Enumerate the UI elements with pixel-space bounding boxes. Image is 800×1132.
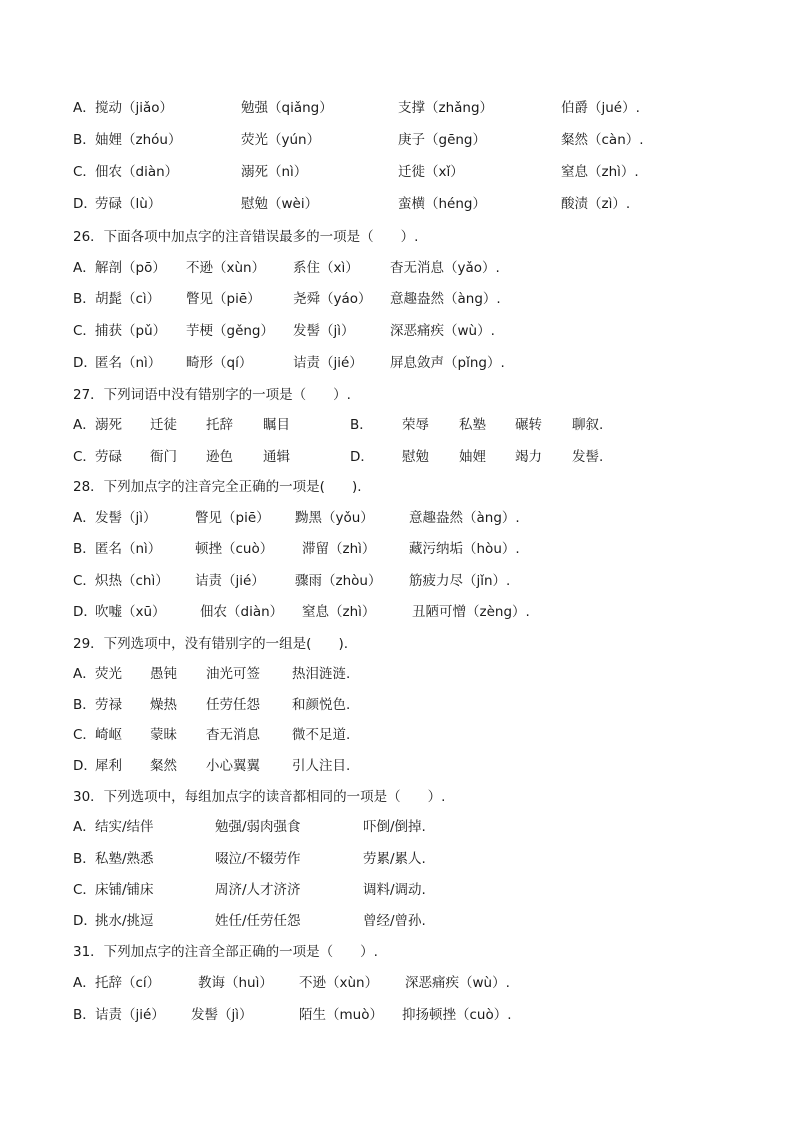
option-label: A． [73, 100, 96, 116]
question-stem [0, 226, 800, 248]
option-item: 碾转 [515, 417, 542, 433]
option-item: 不逊（xùn） [186, 260, 266, 276]
option-item: 引人注目. [292, 758, 351, 774]
option-item: 藏污纳垢（hòu）. [409, 541, 520, 557]
option-label: B． [73, 291, 96, 307]
answer-option-row [0, 161, 800, 183]
option-item: 热泪涟涟. [292, 666, 351, 682]
option-item: 深恶痛疾（wù）. [405, 975, 510, 991]
option-item: 佃农（diàn） [95, 164, 179, 180]
option-item: 屏息敛声（pǐng）. [390, 355, 505, 371]
option-label: C． [73, 323, 96, 339]
question-text: 30．下列选项中，每组加点字的读音都相同的一项是（ ）. [73, 789, 446, 805]
option-item: 滞留（zhì） [302, 541, 376, 557]
answer-option-row [0, 257, 800, 279]
option-label: A． [73, 975, 96, 991]
question-text: 31．下列加点字的注音全部正确的一项是（ ）. [73, 944, 378, 960]
option-label: D． [73, 355, 97, 371]
option-item: 聊叙. [572, 417, 604, 433]
option-item: 芋梗（gěng） [186, 323, 275, 339]
option-item: 酸渍（zì）. [561, 196, 631, 212]
option-item: 发髻（jì） [95, 510, 157, 526]
option-item: 逊色 [206, 449, 233, 465]
option-item: 油光可签 [206, 666, 260, 682]
option-label: A． [73, 417, 96, 433]
option-item: 迁徒 [150, 417, 177, 433]
answer-option-row [0, 446, 800, 468]
option-item: 私塾 [459, 417, 486, 433]
option-item: 匿名（nì） [95, 355, 162, 371]
answer-option-row [0, 694, 800, 716]
option-item: 发髻. [572, 449, 604, 465]
answer-option-row [0, 288, 800, 310]
option-item: 啜泣/不辍劳作 [215, 851, 301, 867]
option-label: A． [73, 666, 96, 682]
answer-option-row [0, 601, 800, 623]
option-item: 妯娌 [459, 449, 486, 465]
option-label: D． [73, 913, 97, 929]
answer-option-row [0, 816, 800, 838]
option-item: 竭力 [515, 449, 542, 465]
option-item: 搅动（jiǎo） [95, 100, 174, 116]
option-item: 劳累/累人. [363, 851, 426, 867]
answer-option-row [0, 848, 800, 870]
option-item: 床铺/铺床 [95, 882, 154, 898]
option-item: 劳碌（lù） [95, 196, 162, 212]
option-item: 迁徙（xǐ） [398, 164, 464, 180]
option-item: 丑陋可憎（zèng）. [412, 604, 530, 620]
option-label: C． [73, 573, 96, 589]
option-label: C． [73, 727, 96, 743]
option-item: 瞥见（piē） [186, 291, 261, 307]
question-stem [0, 786, 800, 808]
question-stem [0, 941, 800, 963]
option-item: 系住（xì） [293, 260, 359, 276]
option-item: 诘责（jié） [95, 1007, 165, 1023]
option-item: 诘责（jié） [195, 573, 265, 589]
answer-option-row [0, 129, 800, 151]
option-item: 发髻（jì） [293, 323, 355, 339]
option-item: 粲然（càn）. [561, 132, 644, 148]
option-item: 陌生（muò） [299, 1007, 383, 1023]
answer-option-row [0, 570, 800, 592]
option-item: 畸形（qí） [186, 355, 253, 371]
answer-option-row [0, 320, 800, 342]
answer-option-row [0, 538, 800, 560]
option-label: C． [73, 882, 96, 898]
option-item: 窒息（zhì）. [561, 164, 639, 180]
option-item: 妯娌（zhóu） [95, 132, 182, 148]
option-item: 解剖（pō） [95, 260, 166, 276]
question-stem [0, 633, 800, 655]
answer-option-row [0, 879, 800, 901]
option-item: 诘责（jié） [293, 355, 363, 371]
option-item: 荧光 [95, 666, 122, 682]
option-item: 犀利 [95, 758, 122, 774]
answer-option-row [0, 663, 800, 685]
option-item: 挑水/挑逗 [95, 913, 154, 929]
question-text: 26．下面各项中加点字的注音错误最多的一项是（ ）. [73, 229, 419, 245]
option-label: B． [73, 851, 96, 867]
option-item: 窒息（zhì） [302, 604, 376, 620]
answer-option-row [0, 507, 800, 529]
option-item: 筋疲力尽（jǐn）. [409, 573, 511, 589]
option-item: 衙门 [150, 449, 177, 465]
option-item: 佃农（diàn） [200, 604, 284, 620]
option-item: 捕获（pǔ） [95, 323, 167, 339]
answer-option-row [0, 193, 800, 215]
option-label: D． [350, 449, 374, 465]
option-item: 不逊（xùn） [299, 975, 379, 991]
option-item: 崎岖 [95, 727, 122, 743]
option-item: 调料/调动. [363, 882, 426, 898]
option-item: 姓任/任劳任怨 [215, 913, 301, 929]
option-item: 通辑 [263, 449, 290, 465]
answer-option-row [0, 414, 800, 436]
option-label: D． [73, 196, 97, 212]
option-label: B． [73, 132, 96, 148]
option-item: 瞩目 [263, 417, 290, 433]
option-item: 发髻（jì） [191, 1007, 253, 1023]
option-item: 粲然 [150, 758, 177, 774]
option-label: A． [73, 510, 96, 526]
option-item: 和颜悦色. [292, 697, 351, 713]
option-item: 蛮横（héng） [398, 196, 486, 212]
option-item: 瞥见（piē） [195, 510, 270, 526]
option-item: 吹嘘（xū） [95, 604, 166, 620]
option-item: 劳禄 [95, 697, 122, 713]
option-item: 任劳任怨 [206, 697, 260, 713]
option-label: B． [73, 1007, 96, 1023]
option-item: 结实/结伴 [95, 819, 154, 835]
option-label: D． [73, 604, 97, 620]
option-item: 勉强（qiǎng） [241, 100, 333, 116]
option-item: 意趣盎然（àng）. [409, 510, 520, 526]
option-item: 私塾/熟悉 [95, 851, 154, 867]
option-label: B． [73, 541, 96, 557]
option-label: C． [73, 449, 96, 465]
option-label: A． [73, 260, 96, 276]
answer-option-row [0, 97, 800, 119]
option-item: 溺死（nì） [241, 164, 308, 180]
option-item: 深恶痛疾（wù）. [390, 323, 495, 339]
option-item: 黝黑（yǒu） [295, 510, 374, 526]
option-item: 慰勉 [402, 449, 429, 465]
option-item: 劳碌 [95, 449, 122, 465]
option-item: 勉强/弱肉强食 [215, 819, 301, 835]
option-item: 托辞 [206, 417, 233, 433]
option-item: 微不足道. [292, 727, 351, 743]
option-item: 支撑（zhǎng） [398, 100, 494, 116]
option-item: 小心翼翼 [206, 758, 260, 774]
option-item: 蒙昧 [150, 727, 177, 743]
option-item: 伯爵（jué）. [561, 100, 640, 116]
option-item: 炽热（chì） [95, 573, 169, 589]
answer-option-row [0, 352, 800, 374]
question-stem [0, 384, 800, 406]
option-item: 托辞（cí） [95, 975, 161, 991]
option-item: 抑扬顿挫（cuò）. [402, 1007, 512, 1023]
option-item: 杳无消息（yǎo）. [390, 260, 500, 276]
question-text: 29．下列选项中，没有错别字的一组是( ). [73, 636, 349, 652]
question-text: 28．下列加点字的注音完全正确的一项是( ). [73, 479, 362, 495]
option-item: 庚子（gēng） [398, 132, 487, 148]
option-label: A． [73, 819, 96, 835]
option-item: 意趣盎然（àng）. [390, 291, 501, 307]
option-item: 曾经/曾孙. [363, 913, 426, 929]
option-item: 教诲（huì） [198, 975, 273, 991]
option-label: B． [350, 417, 373, 433]
option-item: 溺死 [95, 417, 122, 433]
option-item: 杳无消息 [206, 727, 260, 743]
option-item: 周济/人才济济 [215, 882, 301, 898]
option-item: 慰勉（wèi） [241, 196, 319, 212]
answer-option-row [0, 972, 800, 994]
answer-option-row [0, 755, 800, 777]
option-item: 匿名（nì） [95, 541, 162, 557]
answer-option-row [0, 1004, 800, 1026]
option-item: 顿挫（cuò） [195, 541, 274, 557]
option-item: 吓倒/倒掉. [363, 819, 426, 835]
answer-option-row [0, 910, 800, 932]
question-stem [0, 476, 800, 498]
option-item: 骤雨（zhòu） [295, 573, 382, 589]
option-item: 愚钝 [150, 666, 177, 682]
option-item: 荧光（yún） [241, 132, 321, 148]
option-item: 燥热 [150, 697, 177, 713]
option-item: 胡髭（cì） [95, 291, 161, 307]
option-label: C． [73, 164, 96, 180]
option-item: 尧舜（yáo） [293, 291, 372, 307]
option-label: B． [73, 697, 96, 713]
option-label: D． [73, 758, 97, 774]
option-item: 荣辱 [402, 417, 429, 433]
question-text: 27．下列词语中没有错别字的一项是（ ）. [73, 387, 351, 403]
answer-option-row [0, 724, 800, 746]
